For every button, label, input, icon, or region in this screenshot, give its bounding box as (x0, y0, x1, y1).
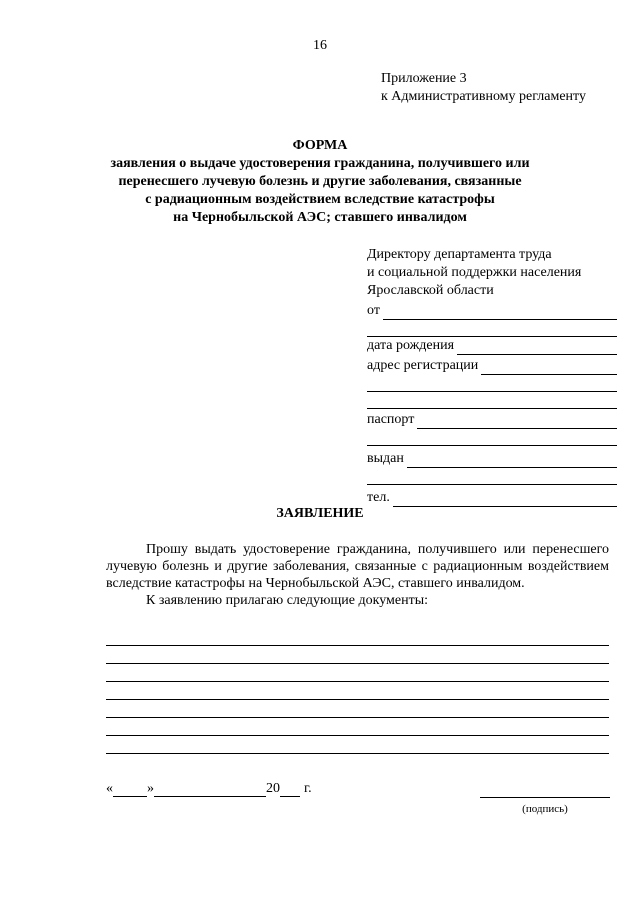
phone-row (367, 487, 617, 507)
address-field[interactable] (481, 362, 617, 375)
birth-date-field[interactable] (457, 342, 617, 355)
birth-date-row (367, 335, 617, 355)
month-field[interactable] (154, 784, 266, 797)
addressee-line-1: Директору департамента труда (367, 247, 552, 262)
from-field-row (367, 300, 617, 320)
addressee-line-3: Ярославской области (367, 283, 494, 298)
year-prefix: 20 (266, 781, 280, 796)
from-label: от (367, 303, 380, 318)
form-title-line-1: заявления о выдаче удостоверения гражданина, получившего или (110, 156, 530, 171)
issued-label: выдан (367, 451, 404, 466)
issued-row (367, 448, 617, 468)
document-line-2[interactable] (106, 646, 609, 664)
statement-heading: ЗАЯВЛЕНИЕ (276, 506, 364, 521)
form-title (60, 137, 580, 227)
addressee-line-2: и социальной поддержки населения (367, 265, 582, 280)
statement-body (106, 541, 609, 609)
phone-label: тел. (367, 490, 390, 505)
passport-row (367, 409, 617, 429)
document-line-7[interactable] (106, 736, 609, 754)
signature-field[interactable] (480, 797, 610, 798)
statement-paragraph-1: Прошу выдать удостоверение гражданина, получившего или перенесшего лучевую болезнь и другие заболевания, связанные с радиационным воздействием вследствие катастрофы на Чернобыльской АЭС, ставшего инвалидом. (106, 542, 609, 591)
form-title-line-2: перенесшего лучевую болезнь и другие заболевания, связанные (118, 174, 522, 189)
address-row (367, 355, 617, 375)
passport-label: паспорт (367, 412, 415, 427)
document-line-5[interactable] (106, 700, 609, 718)
form-title-line-4: на Чернобыльской АЭС; ставшего инвалидом (173, 210, 467, 225)
addressee-block (367, 246, 617, 507)
statement-paragraph-2: К заявлению прилагаю следующие документы: (146, 593, 429, 608)
address-field-continuation-1[interactable] (367, 379, 617, 392)
address-field-continuation-2[interactable] (367, 396, 617, 409)
quote-close: » (147, 781, 154, 796)
day-field[interactable] (113, 784, 147, 797)
birth-date-label: дата рождения (367, 338, 455, 353)
year-suffix: г. (304, 781, 312, 796)
page-number: 16 (313, 38, 327, 53)
passport-field[interactable] (417, 416, 617, 429)
document-line-6[interactable] (106, 718, 609, 736)
appendix-line-2: к Административному регламенту (381, 89, 586, 104)
quote-open: « (106, 781, 113, 796)
appendix-note (381, 70, 586, 106)
address-label: адрес регистрации (367, 358, 479, 373)
attached-documents-lines (106, 628, 609, 754)
issued-field[interactable] (407, 455, 617, 468)
issued-field-continuation[interactable] (367, 472, 617, 485)
appendix-line-1: Приложение 3 (381, 71, 467, 86)
form-title-line-3: с радиационным воздействием вследствие катастрофы (145, 192, 495, 207)
document-line-4[interactable] (106, 682, 609, 700)
date-row (106, 781, 312, 797)
signature-caption: (подпись) (522, 803, 568, 815)
year-field[interactable] (280, 784, 300, 797)
document-line-3[interactable] (106, 664, 609, 682)
from-field[interactable] (383, 307, 617, 320)
passport-field-continuation[interactable] (367, 433, 617, 446)
form-title-heading: ФОРМА (292, 138, 348, 153)
document-line-1[interactable] (106, 628, 609, 646)
